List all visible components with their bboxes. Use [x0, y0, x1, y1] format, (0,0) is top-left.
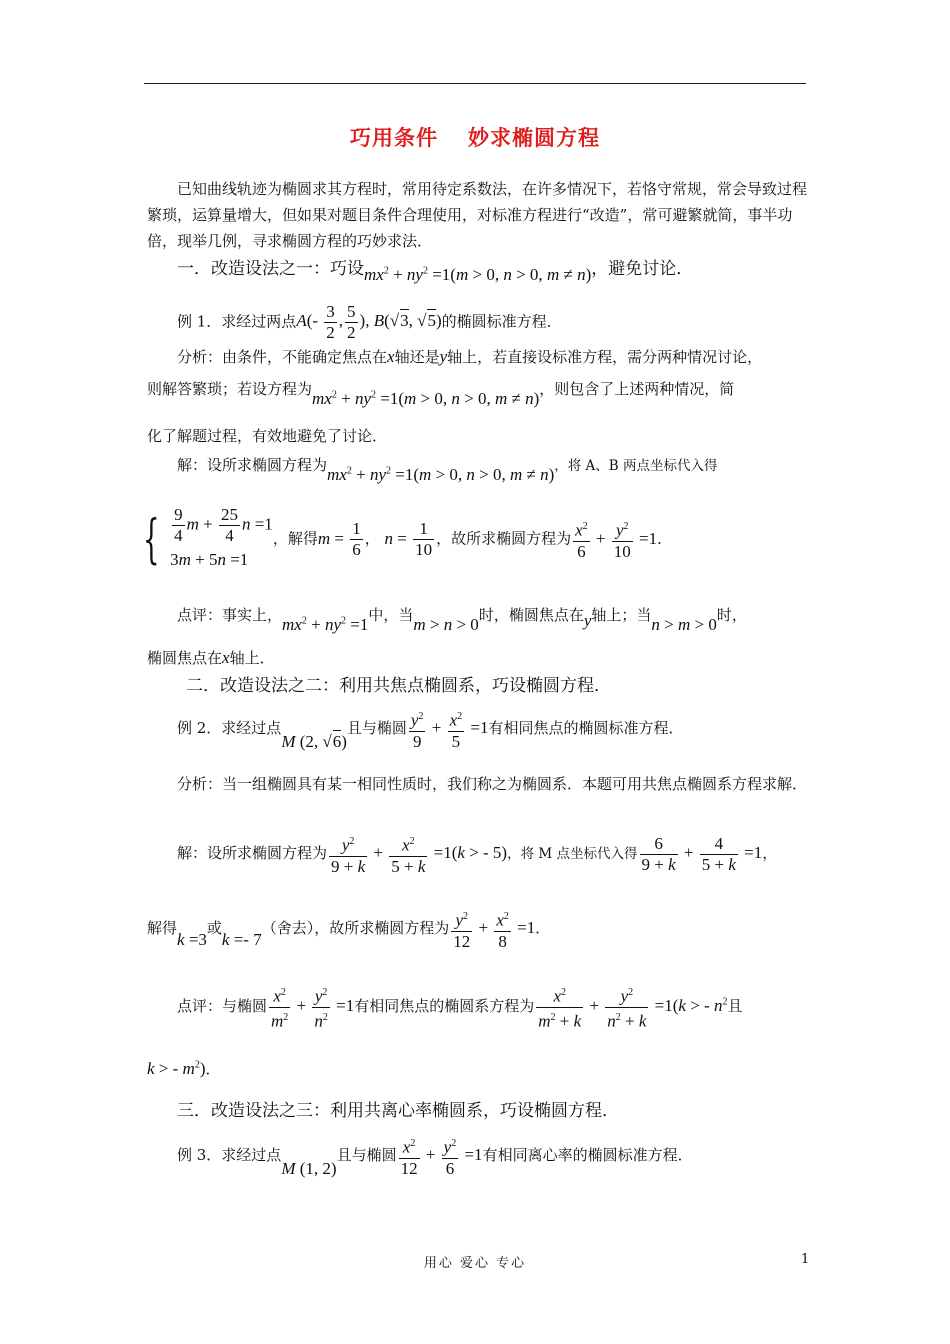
intro-paragraph: 已知曲线轨迹为椭圆求其方程时，常用待定系数法，在许多情况下，若恪守常规，常会导致过程繁琐，运算量增大，但如果对题目条件合理使用，对标准方程进行“改造”，常可避繁就简，事半功倍，现举几例，寻求椭圆方程的巧妙求法．: [147, 180, 808, 250]
comment-1-line2: 椭圆焦点在x轴上．: [147, 648, 275, 667]
header-rule: [144, 83, 806, 84]
formula-general-ellipse-2: $mx^2 + ny^2 =1(m > 0$, n > 0, m ≠ n): [312, 389, 540, 408]
formula-general-confocal: $\frac{x^2}{m^2 + k}$ + $\frac{y^2}{n^2 + k}$ =1(k > - $n^2$: [534, 996, 727, 1015]
section-1-heading: [177, 254, 857, 285]
analysis-1-a: 分析：由条件，不能确定焦点在: [177, 348, 388, 366]
formula-points-ab: A(- $\frac{3}{2}$ , $\frac{5}{2}$ ), B(√3, √5): [296, 302, 442, 342]
comment-1-b: 中，当: [368, 606, 414, 624]
comment-2-line1: [177, 983, 857, 1031]
formula-m-value: m = $\frac{1}{6}$: [317, 519, 361, 560]
formula-k-gt-m2: k > - $m^2$): [147, 1059, 206, 1078]
comment-2-b: 有相同焦点的椭圆系方程为: [354, 997, 535, 1016]
analysis-1-line3: 化了解题过程，有效地避免了讨论．: [147, 427, 388, 445]
solution-2-c: 解得: [147, 919, 178, 938]
page-number: 1: [801, 1252, 810, 1267]
solution-1-system: { $\frac{9}{4}$ m + $\frac{25}{4}$ n =1 3m + 5n =1 ，解得m = $\frac{1}{6}$ ， n = $\frac{1}{10}$ ，故所求椭圆方程为 $\frac{x^2}{6}$ + $\frac{y^2}{10}$ =1．: [143, 505, 823, 574]
formula-answer-1: $\frac{x^2}{6}$ + $\frac{y^2}{10}$ =1: [571, 529, 657, 548]
comment-1-c: 时，椭圆焦点在: [478, 606, 584, 624]
formula-point-m: M (2, √6): [281, 732, 347, 752]
analysis-2: [147, 771, 811, 797]
comment-2-c: 且: [727, 997, 743, 1016]
solution-1-b: ，将 A、B 两点坐标代入得: [554, 458, 718, 474]
example-1-tail: 的椭圆标准方程．: [441, 312, 562, 331]
solution-2-e: （舍去），故所求椭圆方程为: [261, 919, 450, 938]
example-2: [177, 707, 857, 752]
formula-general-ellipse: $mx^2 + ny^2 =1(m > 0$, n > 0, m ≠ n): [364, 265, 592, 284]
analysis-1-d: 则解答繁琐；若设方程为: [147, 380, 313, 398]
comment-1-a: 点评：事实上，: [177, 606, 283, 624]
example-1: [177, 302, 857, 343]
footer-text: 用心 爱心 专心: [423, 1256, 527, 1271]
solution-2-line1: 解：设所求椭圆方程为 $\frac{y^2}{9 + k}$ + $\frac{x^2}{5 + k}$ =1(k > - 5)，将 M 点坐标代入得 $\frac{6}{9 + k}$ + $\frac{4}{5 + k}$ =1，: [177, 833, 778, 876]
solution-1-line1: [177, 454, 857, 485]
formula-general-standard: $\frac{x^2}{m^2}$ + $\frac{y^2}{n^2}$ =1: [267, 996, 354, 1015]
formula-general-ellipse-3: $mx^2 + ny^2 =1(m > 0$, n > 0, m ≠ n): [327, 465, 555, 484]
example-2-b: 且与椭圆: [346, 719, 407, 738]
example-2-a: 例 2．求经过点: [177, 719, 282, 738]
section-1-tail: ，避免讨论．: [591, 259, 694, 279]
analysis-2-text: 分析：当一组椭圆具有某一相同性质时，我们称之为椭圆系．本题可用共焦点椭圆系方程求解．: [177, 775, 808, 793]
solution-1-a: 解：设所求椭圆方程为: [177, 456, 328, 474]
example-3-c: 有相同离心率的椭圆标准方程．: [482, 1146, 693, 1165]
analysis-1-line1: 分析：由条件，不能确定焦点在x轴还是y轴上，若直接设标准方程，需分两种情况讨论，: [177, 347, 763, 366]
analysis-1-e: ，则包含了上述两种情况，简: [539, 380, 735, 398]
formula-substitute-m: $\frac{6}{9 + k}$ + $\frac{4}{5 + k}$ =1: [641, 833, 763, 874]
solution-1-d: ，故所求椭圆方程为: [436, 529, 572, 548]
title-part-1: 巧用条件: [350, 125, 438, 150]
comment-1-line1: 点评：事实上，$mx^2 + ny^2 =1$中，当m > n > 0时，椭圆焦点在y轴上；当n > m > 0时，: [177, 606, 747, 634]
page-title: [0, 122, 950, 152]
solution-1-c: ，解得: [272, 529, 318, 548]
comment-1-f: 椭圆焦点在: [147, 649, 223, 667]
section-1-text: 一．改造设法之一：巧设: [177, 259, 364, 279]
section-3-heading: 三．改造设法之三：利用共离心率椭圆系，巧设椭圆方程．: [177, 1101, 619, 1121]
example-3-b: 且与椭圆: [336, 1146, 397, 1165]
equation-system: $\frac{9}{4}$ m + $\frac{25}{4}$ n =1 3m + 5n =1: [170, 505, 273, 569]
comment-1-d: 轴上；当: [591, 606, 652, 624]
example-1-text: 例 1．求经过两点: [177, 312, 297, 331]
formula-m-gt-n: m > n > 0: [413, 615, 479, 634]
solution-2-a: 解：设所求椭圆方程为: [177, 844, 328, 863]
formula-given-ellipse-2: $\frac{y^2}{9}$ + $\frac{x^2}{5}$ =1: [407, 718, 489, 737]
comment-1-g: 轴上．: [229, 649, 275, 667]
example-3-a: 例 3．求经过点: [177, 1146, 282, 1165]
solution-2-d: 或: [206, 919, 222, 938]
analysis-1-c: 轴上，若直接设标准方程，需分两种情况讨论，: [447, 348, 763, 366]
formula-point-m3: M (1, 2): [281, 1159, 337, 1179]
comment-2-a: 点评：与椭圆: [177, 997, 268, 1016]
example-3: [177, 1134, 857, 1179]
comment-2-line2: k > - $m^2$)．: [147, 1059, 221, 1078]
solution-2-b: ，将 M 点坐标代入得: [507, 846, 638, 863]
formula-k-3: k =3: [177, 930, 207, 950]
section-2-heading: 二．改造设法之二：利用共焦点椭圆系，巧设椭圆方程．: [186, 676, 611, 696]
analysis-1-line2: [147, 378, 827, 409]
formula-n-value: n = $\frac{1}{10}$: [384, 519, 433, 560]
analysis-1-b: 轴还是: [394, 348, 440, 366]
formula-n-gt-m: n > m > 0: [651, 615, 717, 634]
comment-1-e: 时，: [716, 606, 747, 624]
title-part-2: 妙求椭圆方程: [468, 125, 600, 150]
formula-answer-2: $\frac{y^2}{12}$ + $\frac{x^2}{8}$ =1: [449, 918, 535, 937]
formula-mx-ny: $mx^2 + ny^2 =1$: [282, 615, 369, 634]
formula-confocal-family: $\frac{y^2}{9 + k}$ + $\frac{x^2}{5 + k}$ =1(k > - 5): [327, 843, 507, 862]
solution-2-line2: 解得k =3或k =- 7（舍去），故所求椭圆方程为 $\frac{y^2}{12}$ + $\frac{x^2}{8}$ =1．: [147, 907, 827, 952]
left-brace: {: [143, 509, 160, 570]
example-2-c: 有相同焦点的椭圆标准方程．: [488, 719, 684, 738]
formula-given-ellipse-3: $\frac{x^2}{12}$ + $\frac{y^2}{6}$ =1: [397, 1145, 483, 1164]
formula-k-neg7: k =- 7: [221, 930, 262, 950]
